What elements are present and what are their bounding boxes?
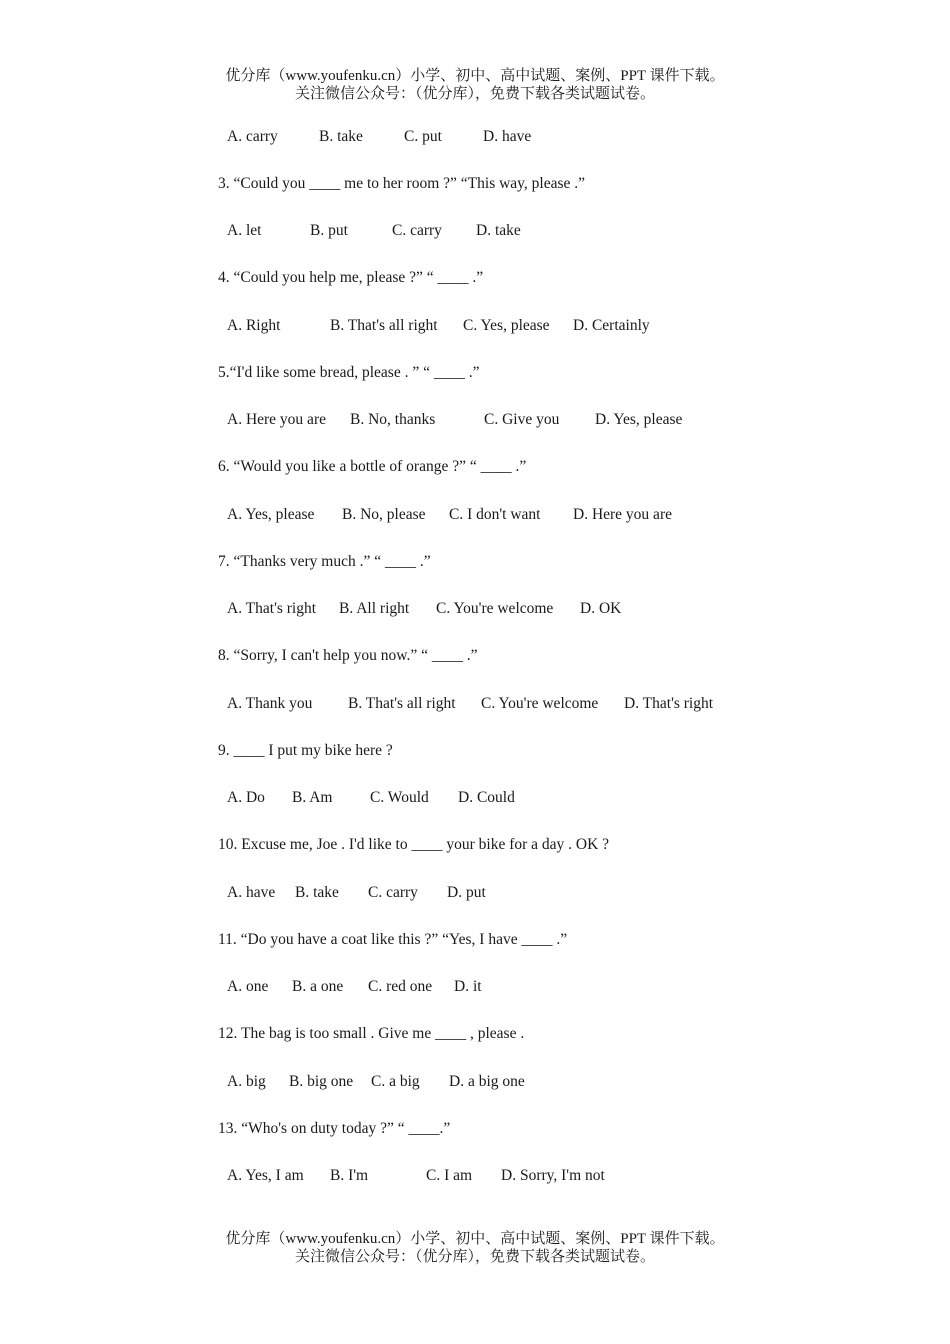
option-d: D. Could <box>458 789 515 806</box>
header-line-2: 关注微信公众号：（优分库），免费下载各类试题试卷。 <box>294 86 655 102</box>
option-c: C. I am <box>426 1167 473 1184</box>
option-b: B. No, please <box>342 506 426 523</box>
option-b: B. I'm <box>330 1167 369 1184</box>
option-a: A. let <box>227 222 262 239</box>
option-d: D. That's right <box>624 695 714 712</box>
option-b: B. take <box>319 128 363 145</box>
option-d: D. Certainly <box>573 317 650 334</box>
option-c: C. carry <box>392 222 442 239</box>
option-d: D. it <box>454 978 482 995</box>
option-c: C. Yes, please <box>463 317 550 334</box>
option-d: D. take <box>476 222 521 239</box>
option-b: B. That's all right <box>348 695 456 712</box>
option-d: D. Here you are <box>573 506 672 523</box>
option-b: B. take <box>295 884 339 901</box>
option-d: D. OK <box>580 600 622 617</box>
question-12: 12. The bag is too small . Give me ____ , please . <box>218 1025 525 1042</box>
option-c: C. red one <box>368 978 433 995</box>
option-a: A. Yes, please <box>227 506 315 523</box>
option-c: C. carry <box>368 884 418 901</box>
question-3: 3. “Could you ____ me to her room ?” “This way, please .” <box>218 175 586 192</box>
option-b: B. Am <box>292 789 333 806</box>
option-a: A. Yes, I am <box>227 1167 304 1184</box>
option-c: C. Give you <box>484 411 560 428</box>
question-5: 5.“I'd like some bread, please . ” “ ____ .” <box>218 364 480 381</box>
option-d: D. have <box>483 128 532 145</box>
footer-line-2: 关注微信公众号：（优分库），免费下载各类试题试卷。 <box>294 1249 655 1265</box>
question-13: 13. “Who's on duty today ?” “ ____.” <box>218 1120 451 1137</box>
option-a: A. Right <box>227 317 281 334</box>
question-4: 4. “Could you help me, please ?” “ ____ .” <box>218 269 484 286</box>
footer-line-1: 优分库（www.youfenku.cn）小学、初中、高中试题、案例、PPT 课件下载。 <box>225 1231 725 1247</box>
option-c: C. You're welcome <box>481 695 599 712</box>
option-a: A. That's right <box>227 600 317 617</box>
option-a: A. one <box>227 978 269 995</box>
header-line-1: 优分库（www.youfenku.cn）小学、初中、高中试题、案例、PPT 课件下载。 <box>225 68 725 84</box>
option-a: A. big <box>227 1073 266 1090</box>
page-footer <box>0 1230 950 1266</box>
option-d: D. put <box>447 884 486 901</box>
option-a: A. Do <box>227 789 265 806</box>
option-b: B. a one <box>292 978 344 995</box>
question-9: 9. ____ I put my bike here ? <box>218 742 393 759</box>
question-6: 6. “Would you like a bottle of orange ?” “ ____ .” <box>218 458 527 475</box>
page-header <box>0 67 950 103</box>
option-d: D. Yes, please <box>595 411 683 428</box>
question-10: 10. Excuse me, Joe . I'd like to ____ your bike for a day . OK ? <box>218 836 610 853</box>
option-b: B. That's all right <box>330 317 438 334</box>
question-7: 7. “Thanks very much .” “ ____ .” <box>218 553 431 570</box>
option-a: A. have <box>227 884 276 901</box>
option-a: A. carry <box>227 128 278 145</box>
option-a: A. Here you are <box>227 411 326 428</box>
option-c: C. I don't want <box>449 506 541 523</box>
option-a: A. Thank you <box>227 695 313 712</box>
question-8: 8. “Sorry, I can't help you now.” “ ____ .” <box>218 647 478 664</box>
option-b: B. put <box>310 222 348 239</box>
option-c: C. put <box>404 128 442 145</box>
option-b: B. All right <box>339 600 410 617</box>
option-c: C. a big <box>371 1073 420 1090</box>
option-d: D. a big one <box>449 1073 525 1090</box>
option-b: B. big one <box>289 1073 354 1090</box>
question-11: 11. “Do you have a coat like this ?” “Yes, I have ____ .” <box>218 931 568 948</box>
option-b: B. No, thanks <box>350 411 436 428</box>
option-d: D. Sorry, I'm not <box>501 1167 605 1184</box>
option-c: C. Would <box>370 789 429 806</box>
option-c: C. You're welcome <box>436 600 554 617</box>
